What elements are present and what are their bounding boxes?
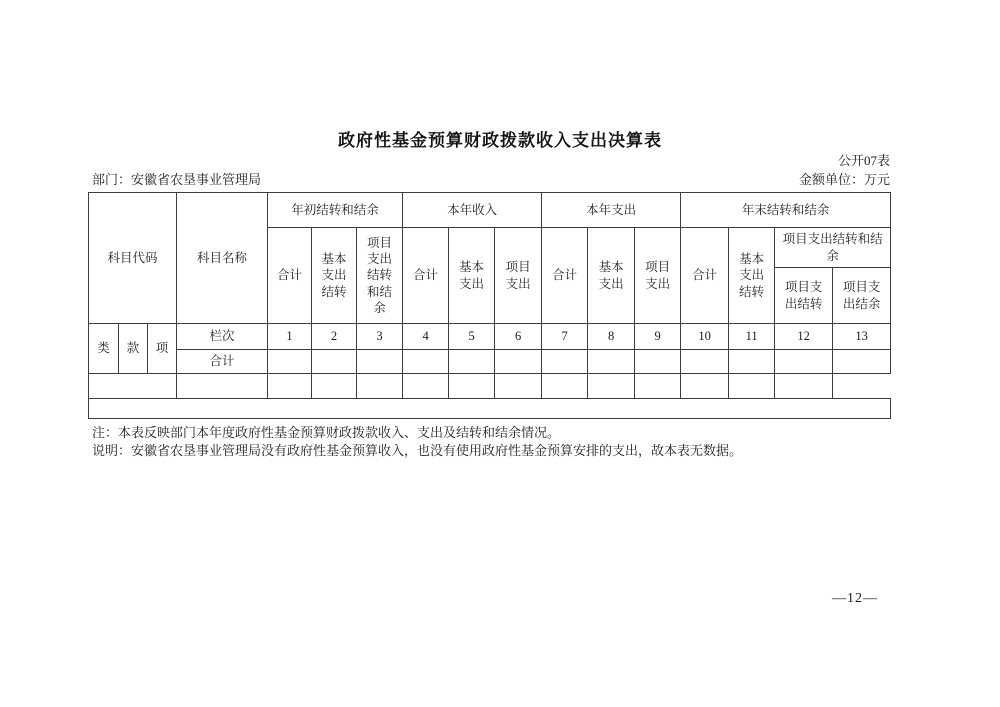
total-cell [775, 350, 833, 374]
header-col-7: 合计 [542, 228, 588, 324]
header-subgroup-project-balance: 项目支出结转和结余 [775, 228, 891, 268]
header-col-3: 项目支出结转和结余 [357, 228, 403, 324]
note-line-1: 注：本表反映部门本年度政府性基金预算财政拨款收入、支出及结转和结余情况。 [92, 425, 561, 440]
total-cell [681, 350, 729, 374]
header-col-13: 项目支出结余 [833, 268, 891, 324]
total-cell [403, 350, 449, 374]
col-number: 6 [495, 324, 542, 350]
column-index-row [89, 324, 891, 350]
detail-code-cell [89, 374, 177, 399]
total-cell [635, 350, 681, 374]
department-label: 部门：安徽省农垦事业管理局 [92, 172, 262, 187]
header-group-begin-balance: 年初结转和结余 [268, 193, 403, 228]
table-code-label: 公开07表 [837, 153, 890, 168]
col-number: 9 [635, 324, 681, 350]
detail-name-cell [177, 374, 268, 399]
col-number: 11 [729, 324, 775, 350]
col-number: 10 [681, 324, 729, 350]
detail-cell [268, 374, 312, 399]
header-col-5: 基本支出 [449, 228, 495, 324]
total-row-label: 合计 [177, 350, 268, 374]
detail-cell [312, 374, 357, 399]
total-cell [312, 350, 357, 374]
col-number: 3 [357, 324, 403, 350]
detail-cell [403, 374, 449, 399]
col-number: 5 [449, 324, 495, 350]
total-cell [495, 350, 542, 374]
col-number: 13 [833, 324, 891, 350]
col-number: 1 [268, 324, 312, 350]
total-cell [268, 350, 312, 374]
header-col-9: 项目支出 [635, 228, 681, 324]
header-code-item: 项 [148, 324, 177, 374]
header-col-4: 合计 [403, 228, 449, 324]
col-number: 8 [588, 324, 635, 350]
total-cell [357, 350, 403, 374]
header-col-8: 基本支出 [588, 228, 635, 324]
notes-block [92, 424, 912, 460]
detail-cell [357, 374, 403, 399]
header-col-2: 基本支出结转 [312, 228, 357, 324]
col-number: 4 [403, 324, 449, 350]
page-title: 政府性基金预算财政拨款收入支出决算表 [338, 131, 662, 150]
header-col-12: 项目支出结转 [775, 268, 833, 324]
header-group-year-expense: 本年支出 [542, 193, 681, 228]
footer-empty-cell [89, 399, 891, 419]
budget-table [88, 192, 891, 419]
detail-cell [729, 374, 775, 399]
total-cell [729, 350, 775, 374]
row-index-label: 栏次 [177, 324, 268, 350]
detail-cell [542, 374, 588, 399]
header-subject-code: 科目代码 [89, 193, 177, 324]
detail-cell [449, 374, 495, 399]
header-col-6: 项目支出 [495, 228, 542, 324]
detail-cell [681, 374, 729, 399]
page-number: —12— [832, 591, 878, 606]
header-code-section: 款 [119, 324, 148, 374]
header-col-1: 合计 [268, 228, 312, 324]
total-cell [542, 350, 588, 374]
detail-cell [635, 374, 681, 399]
col-number: 12 [775, 324, 833, 350]
header-subject-name: 科目名称 [177, 193, 268, 324]
total-cell [833, 350, 891, 374]
header-col-11: 基本支出结转 [729, 228, 775, 324]
col-number: 7 [542, 324, 588, 350]
note-line-2: 说明：安徽省农垦事业管理局没有政府性基金预算收入，也没有使用政府性基金预算安排的支出，故本表无数据。 [92, 443, 743, 458]
meta-row [88, 169, 890, 188]
header-code-class: 类 [89, 324, 119, 374]
detail-cell [775, 374, 833, 399]
detail-cell [495, 374, 542, 399]
unit-label: 金额单位：万元 [798, 172, 890, 187]
header-group-year-income: 本年收入 [403, 193, 542, 228]
col-number: 2 [312, 324, 357, 350]
header-col-10: 合计 [681, 228, 729, 324]
detail-cell [588, 374, 635, 399]
total-row [89, 350, 891, 374]
total-cell [449, 350, 495, 374]
header-group-end-balance: 年末结转和结余 [681, 193, 891, 228]
detail-row [89, 374, 891, 399]
header-row-groups [89, 193, 891, 228]
total-cell [588, 350, 635, 374]
footer-empty-row [89, 399, 891, 419]
